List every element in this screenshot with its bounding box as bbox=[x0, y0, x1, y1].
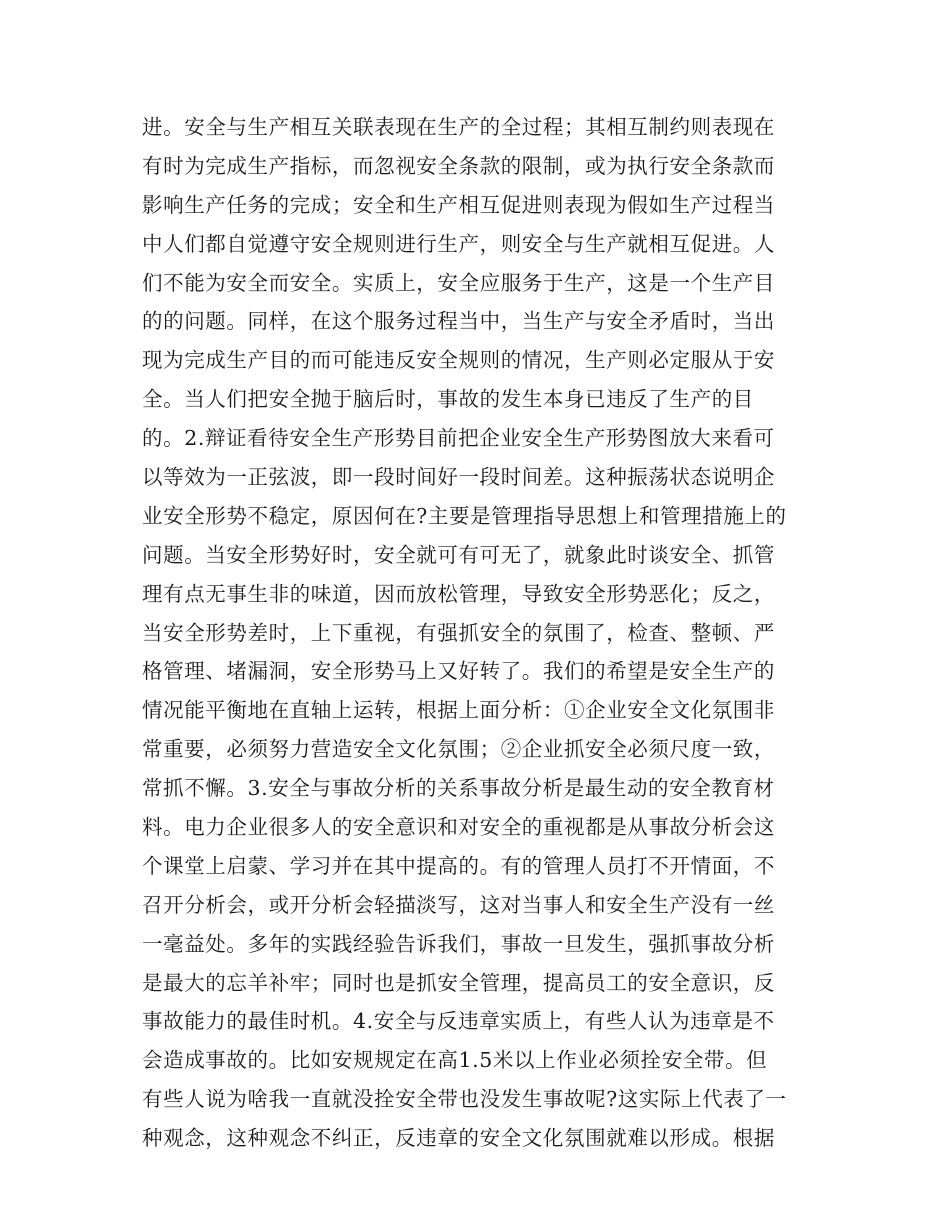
text-line: 业安全形势不稳定，原因何在?主要是管理指导思想上和管理措施上的 bbox=[142, 503, 787, 528]
text-line: 有些人说为啥我一直就没拴安全带也没发生事故呢?这实际上代表了一 bbox=[142, 1087, 787, 1112]
text-line: 以等效为一正弦波，即一段时间好一段时间差。这种振荡状态说明企 bbox=[142, 465, 775, 490]
text-line: 召开分析会，或开分析会轻描淡写，这对当事人和安全生产没有一丝 bbox=[142, 892, 775, 917]
text-line: 的的问题。同样，在这个服务过程当中，当生产与安全矛盾时，当出 bbox=[142, 309, 775, 334]
text-line: 个课堂上启蒙、学习并在其中提高的。有的管理人员打不开情面，不 bbox=[142, 853, 775, 878]
text-line: 格管理、堵漏洞，安全形势马上又好转了。我们的希望是安全生产的 bbox=[142, 659, 775, 684]
text-line: 们不能为安全而安全。实质上，安全应服务于生产，这是一个生产目 bbox=[142, 270, 775, 295]
text-line: 理有点无事生非的味道，因而放松管理，导致安全形势恶化；反之， bbox=[142, 581, 775, 606]
text-line: 常抓不懈。3.安全与事故分析的关系事故分析是最生动的安全教育材 bbox=[142, 776, 775, 801]
text-line: 影响生产任务的完成；安全和生产相互促进则表现为假如生产过程当 bbox=[142, 192, 775, 217]
text-line: 是最大的忘羊补牢；同时也是抓安全管理，提高员工的安全意识，反 bbox=[142, 970, 775, 995]
text-line: 会造成事故的。比如安规规定在高1.5米以上作业必须拴安全带。但 bbox=[142, 1048, 768, 1073]
text-line: 问题。当安全形势好时，安全就可有可无了，就象此时谈安全、抓管 bbox=[142, 542, 775, 567]
text-line: 现为完成生产目的而可能违反安全规则的情况，生产则必定服从于安 bbox=[142, 348, 775, 373]
text-line: 种观念，这种观念不纠正，反违章的安全文化氛围就难以形成。根据 bbox=[142, 1126, 775, 1151]
text-line: 一毫益处。多年的实践经验告诉我们，事故一旦发生，强抓事故分析 bbox=[142, 931, 775, 956]
text-line: 事故能力的最佳时机。4.安全与反违章实质上，有些人认为违章是不 bbox=[142, 1009, 775, 1034]
text-line: 中人们都自觉遵守安全规则进行生产，则安全与生产就相互促进。人 bbox=[142, 231, 775, 256]
body-text bbox=[142, 108, 812, 1158]
text-line: 进。安全与生产相互关联表现在生产的全过程；其相互制约则表现在 bbox=[142, 115, 775, 139]
text-line: 的。2.辩证看待安全生产形势目前把企业安全生产形势图放大来看可 bbox=[142, 426, 775, 451]
text-line: 全。当人们把安全抛于脑后时，事故的发生本身已违反了生产的目 bbox=[142, 387, 754, 412]
text-line: 当安全形势差时，上下重视，有强抓安全的氛围了，检查、整顿、严 bbox=[142, 620, 775, 645]
text-line: 有时为完成生产指标，而忽视安全条款的限制，或为执行安全条款而 bbox=[142, 153, 775, 178]
text-line: 常重要，必须努力营造安全文化氛围；②企业抓安全必须尺度一致， bbox=[142, 737, 775, 762]
text-line: 情况能平衡地在直轴上运转，根据上面分析：①企业安全文化氛围非 bbox=[142, 698, 775, 723]
text-line: 料。电力企业很多人的安全意识和对安全的重视都是从事故分析会这 bbox=[142, 815, 775, 840]
